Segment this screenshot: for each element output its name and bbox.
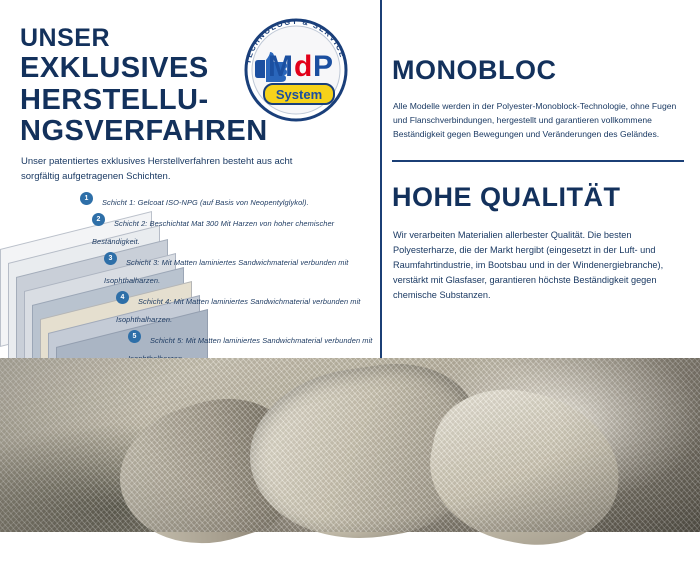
svg-text:M: M [268,50,293,83]
right-column [392,0,688,360]
layer-label: Schicht 3: Mit Matten laminiertes Sandwichmaterial verbunden mit Isophthalharzen. [104,258,349,285]
headline-line-3: HERSTELLU- [20,83,209,116]
section-title-monobloc: MONOBLOC [392,55,557,85]
mdp-system-logo [228,8,363,130]
svg-text:d: d [294,50,313,83]
layer-label: Schicht 2: Beschichtat Mat 300 Mit Harzen von hoher chemischer Beständigkeit. [92,219,335,246]
svg-text:System: System [275,87,323,102]
layer-number: 3 [104,252,117,265]
layer-number: 5 [128,330,141,343]
left-column [0,0,380,360]
intro-paragraph: Unser patentiertes exklusives Herstellverfahren besteht aus acht sorgfältig aufgetragenen Schichten. [21,156,293,182]
vertical-divider [380,0,382,360]
fiberglass-fabric-photo [0,358,700,532]
layer-label: Schicht 4: Mit Matten laminiertes Sandwichmaterial verbunden mit Isophthalharzen. [116,297,361,324]
headline-line-2: EXKLUSIVES [20,51,209,84]
list-item [80,192,380,210]
list-item [92,213,380,249]
headline-line-1: UNSER [20,24,111,52]
svg-text:TECHNOLOGY & SERVICE: TECHNOLOGY & SERVICE [243,16,348,65]
section-title-quality: HOHE QUALITÄT [392,182,621,212]
layer-label: Schicht 1: Gelcoat ISO-NPG (auf Basis von Neopentylglykol). [102,198,309,207]
layer-label: Schicht 5: Mit Matten laminiertes Sandwichmaterial verbunden mit [150,336,373,345]
headline-line-4: NGSVERFAHREN [20,115,268,148]
photo-vignette [0,358,700,532]
section-body-quality: Wir verarbeiten Materialien allerbester Qualität. Die besten Polyesterharze, die der Markt hergibt (eingesetzt in der Luft- und Raumfahrtindustrie, im Bootsbau und in der Windenergiebranche), verstärkt mit Glasfaser, garantieren höchste Beständigkeit gegen chemische Substanzen. [393,230,664,300]
list-item [116,291,380,327]
layer-number: 1 [80,192,93,205]
list-item [104,252,380,288]
layer-number: 4 [116,291,129,304]
section-body-monobloc: Alle Modelle werden in der Polyester-Monoblock-Technologie, ohne Fugen und Flanschverbindungen, hergestellt und garantieren vollkommene Beständigkeit gegen Bewegungen und Veränderungen des Geländes. [393,101,677,139]
svg-text:P: P [313,50,334,83]
layer-number: 2 [92,213,105,226]
